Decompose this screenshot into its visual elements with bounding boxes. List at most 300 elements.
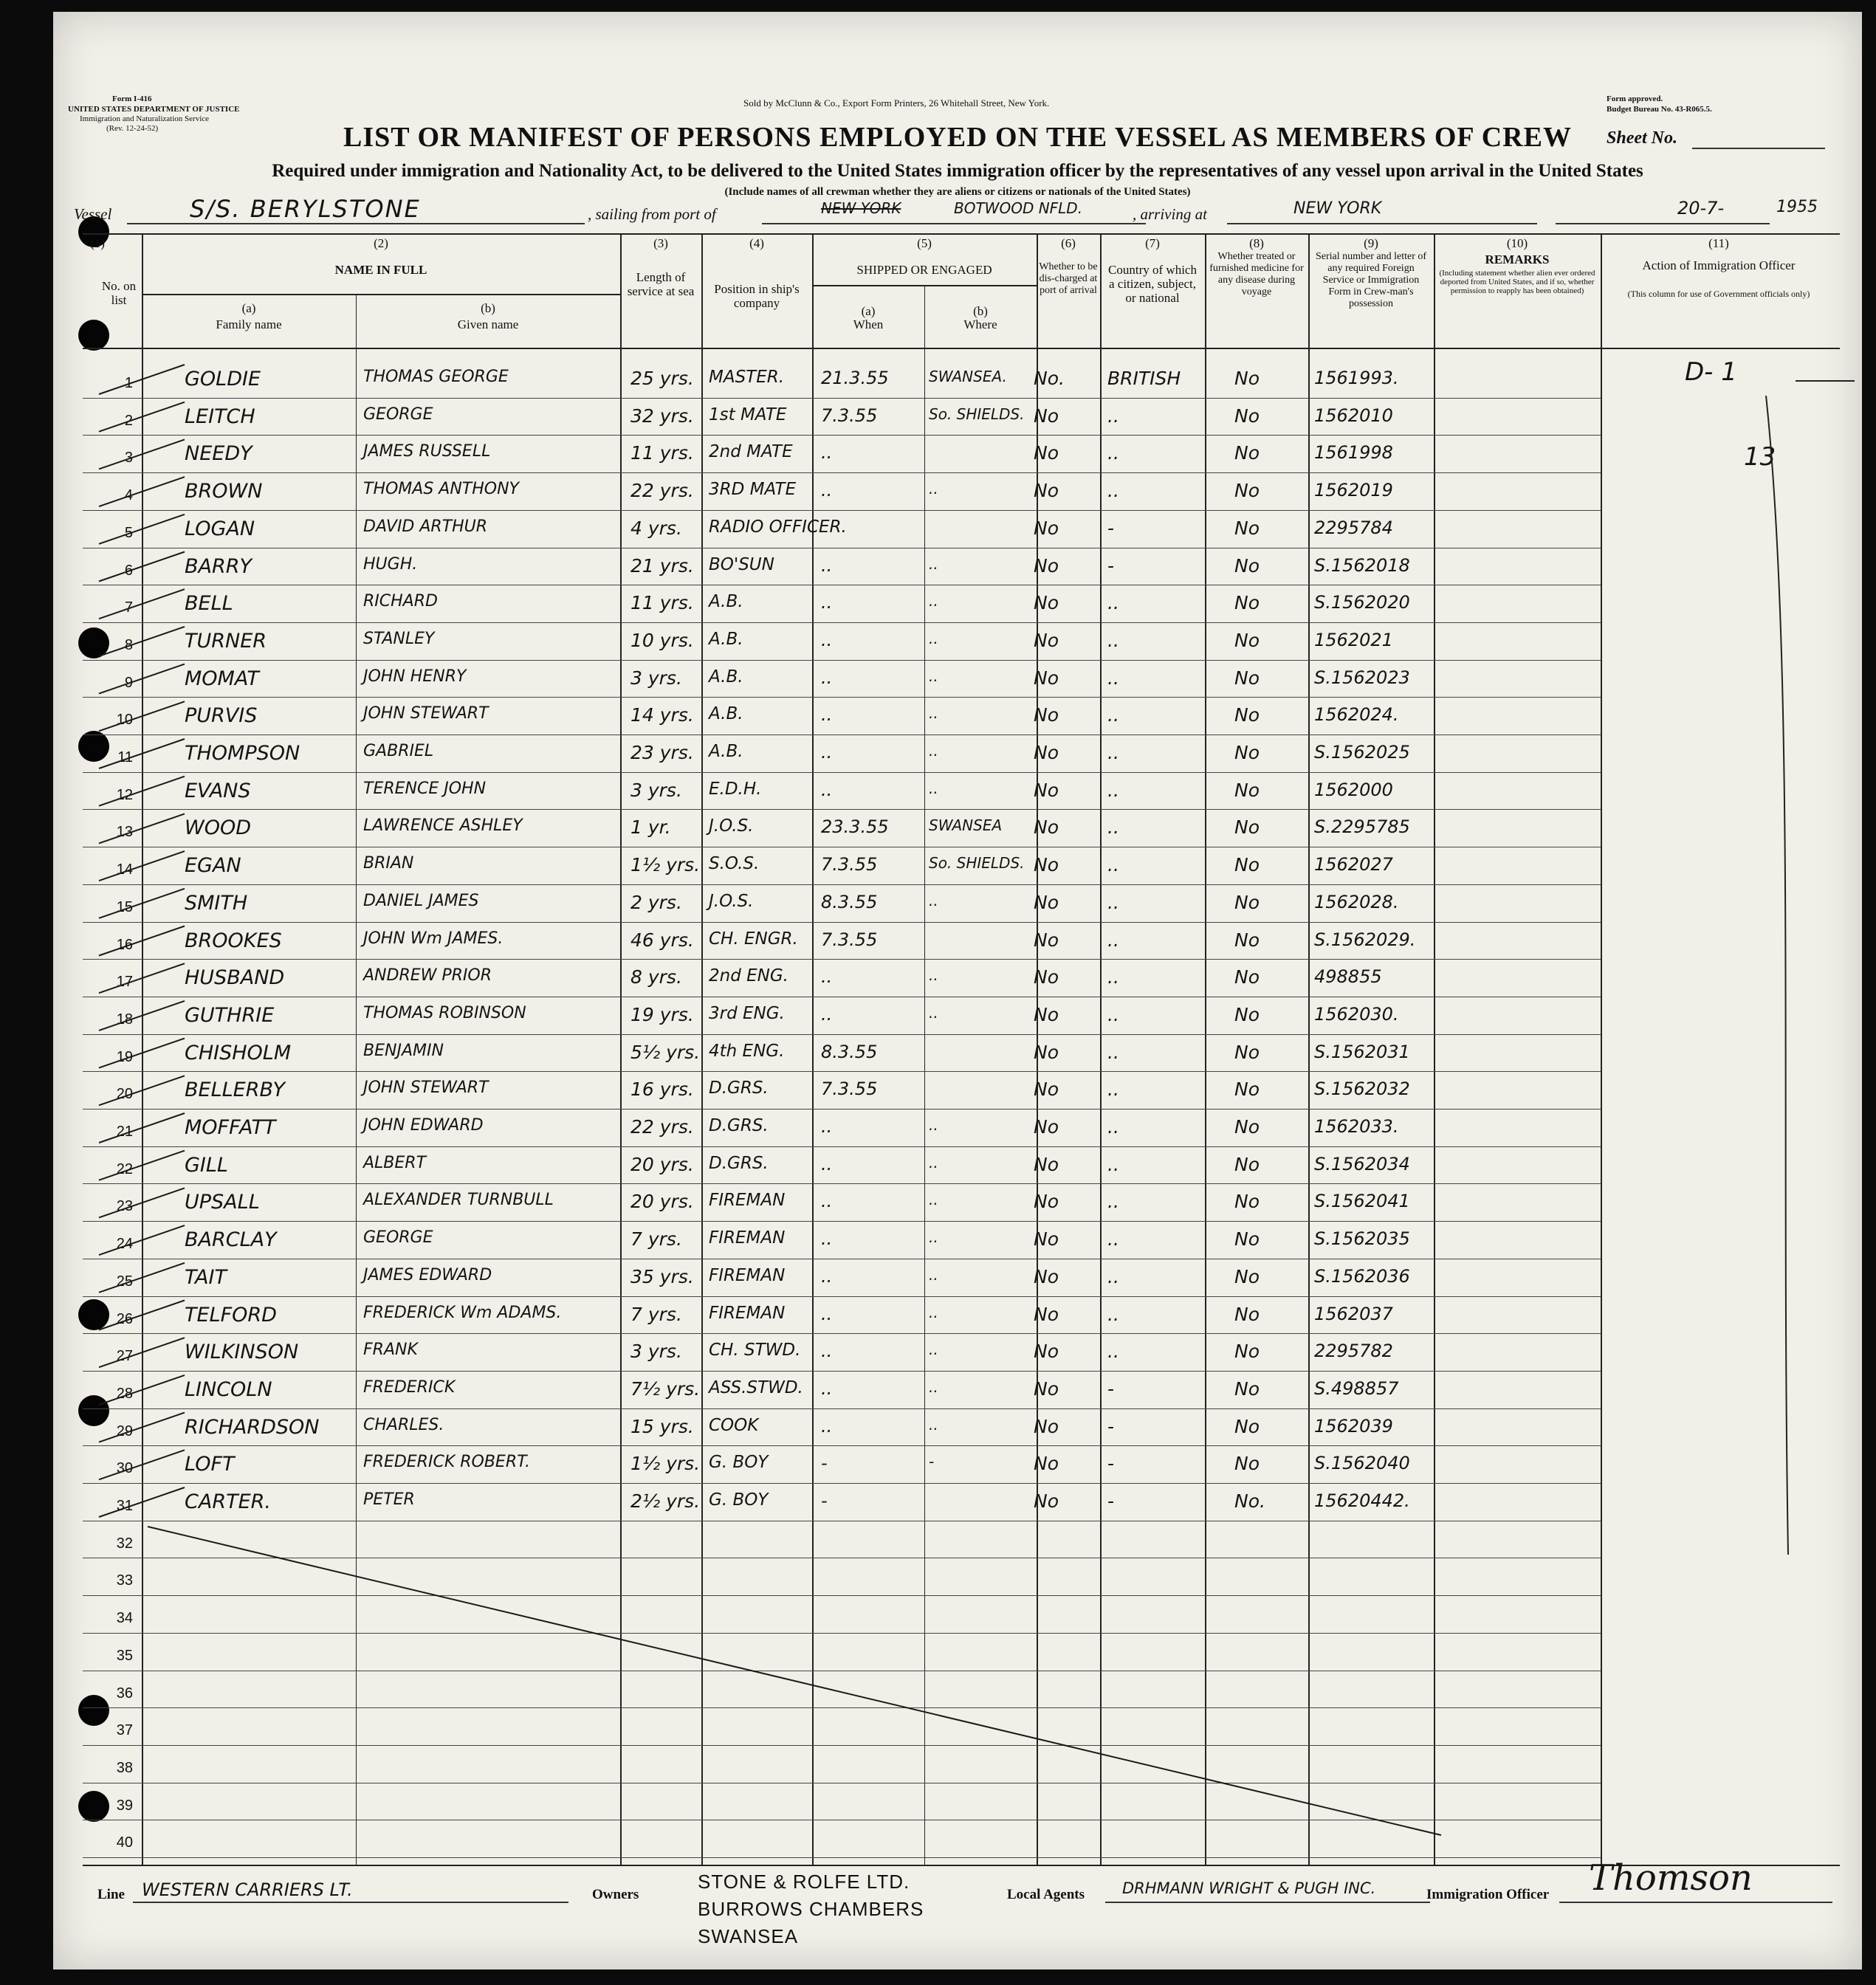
row-rule bbox=[83, 1857, 1601, 1858]
cell-position: BO'SUN bbox=[709, 554, 774, 574]
cell-country: .. bbox=[1107, 1003, 1119, 1025]
cell-country: .. bbox=[1107, 592, 1119, 614]
service: Immigration and Naturalization Service bbox=[80, 114, 210, 123]
col10-header: REMARKS bbox=[1485, 252, 1550, 266]
row-number: 20 bbox=[116, 1086, 133, 1103]
cell-serial: S.1562035 bbox=[1314, 1228, 1410, 1250]
approval-note: Form approved. bbox=[1607, 94, 1663, 103]
cell-country: .. bbox=[1107, 629, 1119, 651]
row-number: 19 bbox=[116, 1048, 133, 1065]
cell-given: BENJAMIN bbox=[363, 1041, 444, 1060]
col5b-header: Where bbox=[963, 317, 997, 331]
cell-family: LEITCH bbox=[185, 405, 255, 428]
col-divider bbox=[812, 233, 814, 1865]
cell-country: .. bbox=[1107, 442, 1119, 464]
cell-position: CH. ENGR. bbox=[709, 929, 798, 949]
officer-signature: Thomson bbox=[1589, 1857, 1753, 1899]
cell-where: .. bbox=[929, 1153, 938, 1172]
cell-when: - bbox=[821, 1490, 828, 1511]
cell-given: CHARLES. bbox=[363, 1415, 444, 1434]
cell-treated: No bbox=[1234, 1078, 1260, 1101]
cell-treated: No bbox=[1234, 779, 1260, 801]
cell-where: .. bbox=[929, 1003, 938, 1022]
cell-when: 7.3.55 bbox=[821, 854, 878, 875]
cell-country: .. bbox=[1107, 1191, 1119, 1213]
cell-position: FIREMAN bbox=[709, 1228, 786, 1248]
cell-position: 2nd MATE bbox=[709, 442, 793, 462]
cell-serial: 1562033. bbox=[1314, 1116, 1399, 1137]
col9-header: Serial number and letter of any required Foreign Service or Immigration Form in Crew-man's possession bbox=[1315, 251, 1427, 309]
row-rule bbox=[83, 1333, 1601, 1334]
cell-family: UPSALL bbox=[185, 1191, 260, 1214]
name-subheader-rule bbox=[142, 294, 620, 295]
cell-treated: No bbox=[1234, 1116, 1260, 1138]
cell-where: .. bbox=[929, 1265, 938, 1284]
row-number: 25 bbox=[116, 1273, 133, 1290]
cell-serial: 1562039 bbox=[1314, 1415, 1393, 1437]
row-number: 9 bbox=[124, 674, 133, 691]
cell-serial: 1562030. bbox=[1314, 1003, 1399, 1025]
punch-hole bbox=[78, 1791, 109, 1822]
cell-service: 11 yrs. bbox=[631, 442, 694, 464]
cell-country: - bbox=[1107, 1453, 1115, 1475]
cell-position: FIREMAN bbox=[709, 1303, 786, 1323]
cell-discharged: No bbox=[1034, 1191, 1059, 1213]
cell-family: CARTER. bbox=[185, 1490, 271, 1513]
col10-subheader: (Including statement whether alien ever ordered deported from United States, and if so, whether permission to reapply has been obtained) bbox=[1439, 269, 1595, 295]
owners-address-2: SWANSEA bbox=[698, 1925, 799, 1947]
cell-country: .. bbox=[1107, 891, 1119, 913]
cell-position: D.GRS. bbox=[709, 1078, 769, 1098]
cell-serial: S.1562036 bbox=[1314, 1265, 1410, 1287]
cell-service: 15 yrs. bbox=[631, 1415, 694, 1437]
cell-family: WILKINSON bbox=[185, 1341, 299, 1364]
cell-service: 7 yrs. bbox=[631, 1228, 682, 1250]
cell-discharged: No bbox=[1034, 854, 1059, 876]
cell-country: - bbox=[1107, 1490, 1115, 1512]
cell-where: So. SHIELDS. bbox=[929, 405, 1025, 423]
cell-treated: No bbox=[1234, 704, 1260, 726]
cell-where: .. bbox=[929, 667, 938, 685]
cell-service: 23 yrs. bbox=[631, 742, 694, 763]
cell-position: J.O.S. bbox=[709, 816, 754, 836]
cell-service: 7½ yrs. bbox=[631, 1377, 701, 1400]
col2a-number: (a) bbox=[241, 301, 256, 315]
cell-service: 5½ yrs. bbox=[631, 1041, 701, 1063]
cell-given: ANDREW PRIOR bbox=[363, 966, 492, 985]
row-number: 36 bbox=[116, 1685, 133, 1702]
cell-discharged: No bbox=[1034, 405, 1059, 427]
cell-service: 25 yrs. bbox=[631, 368, 694, 389]
cell-where: .. bbox=[929, 629, 938, 647]
cell-service: 3 yrs. bbox=[631, 667, 682, 689]
row-number: 39 bbox=[116, 1797, 133, 1814]
cell-when: .. bbox=[821, 1341, 833, 1362]
cell-treated: No bbox=[1234, 742, 1260, 763]
cell-where: SWANSEA bbox=[929, 816, 1003, 835]
cell-discharged: No bbox=[1034, 1303, 1059, 1325]
row-number: 4 bbox=[124, 487, 133, 504]
cell-given: STANLEY bbox=[363, 629, 435, 648]
col-divider bbox=[1434, 233, 1435, 1865]
cell-position: D.GRS. bbox=[709, 1153, 769, 1173]
sailing-field-line bbox=[762, 223, 1146, 224]
form-note: (Include names of all crewman whether they are aliens or citizens or nationals of the United States) bbox=[724, 186, 1191, 198]
cell-serial: 2295784 bbox=[1314, 517, 1393, 538]
cell-family: HUSBAND bbox=[185, 966, 285, 990]
cell-given: ALEXANDER TURNBULL bbox=[363, 1191, 554, 1210]
cell-given: TERENCE JOHN bbox=[363, 779, 487, 798]
cell-service: 1½ yrs. bbox=[631, 1453, 701, 1475]
cell-country: - bbox=[1107, 1377, 1115, 1400]
cell-position: 2nd ENG. bbox=[709, 966, 788, 986]
row-rule bbox=[83, 510, 1601, 511]
col2b-header: Given name bbox=[457, 317, 519, 331]
cell-serial: 2295782 bbox=[1314, 1341, 1393, 1362]
cell-service: 22 yrs. bbox=[631, 1116, 694, 1138]
cell-treated: No bbox=[1234, 1453, 1260, 1475]
cell-discharged: No bbox=[1034, 554, 1059, 577]
cell-position: COOK bbox=[709, 1415, 759, 1435]
immigration-officer-label: Immigration Officer bbox=[1426, 1887, 1550, 1902]
cell-when: .. bbox=[821, 1116, 833, 1137]
cell-service: 3 yrs. bbox=[631, 1341, 682, 1363]
vessel-name: S/S. BERYLSTONE bbox=[190, 195, 421, 223]
cell-treated: No bbox=[1234, 891, 1260, 913]
cell-family: WOOD bbox=[185, 816, 251, 840]
row-rule bbox=[83, 1408, 1601, 1409]
printer-note: Sold by McClunn & Co., Export Form Printers, 26 Whitehall Street, New York. bbox=[743, 97, 1050, 109]
cell-given: DAVID ARTHUR bbox=[363, 517, 488, 536]
cell-family: TAIT bbox=[185, 1265, 227, 1289]
vessel-field-line bbox=[127, 223, 585, 224]
manifest-sheet bbox=[53, 12, 1862, 1969]
cell-position: MASTER. bbox=[709, 368, 785, 387]
cell-where: .. bbox=[929, 1228, 938, 1247]
col11-subheader: (This column for use of Government officials only) bbox=[1627, 289, 1810, 299]
cell-discharged: No bbox=[1034, 629, 1059, 651]
arriving-label: , arriving at bbox=[1133, 205, 1207, 223]
row-rule bbox=[83, 660, 1601, 661]
cell-country: .. bbox=[1107, 480, 1119, 502]
cell-discharged: No bbox=[1034, 966, 1059, 988]
cell-service: 14 yrs. bbox=[631, 704, 694, 726]
col4-header: Position in ship's company bbox=[714, 282, 800, 310]
row-number: 11 bbox=[117, 749, 133, 766]
sailing-port: BOTWOOD NFLD. bbox=[954, 199, 1083, 217]
cell-position: FIREMAN bbox=[709, 1191, 786, 1211]
cell-service: 11 yrs. bbox=[631, 592, 694, 614]
punch-hole bbox=[78, 731, 109, 762]
cell-given: PETER bbox=[363, 1490, 415, 1509]
table-top-rule bbox=[83, 233, 1840, 235]
row-rule bbox=[83, 1221, 1601, 1222]
row-number: 12 bbox=[116, 786, 133, 803]
cell-discharged: No bbox=[1034, 1415, 1059, 1437]
row-rule bbox=[83, 622, 1601, 623]
cell-where: So. SHIELDS. bbox=[929, 854, 1025, 873]
cell-where: .. bbox=[929, 742, 938, 760]
row-rule bbox=[83, 959, 1601, 960]
row-number: 16 bbox=[116, 936, 133, 953]
cell-given: JOHN Wm JAMES. bbox=[363, 929, 504, 948]
cell-country: .. bbox=[1107, 742, 1119, 763]
sailing-port-struck: NEW YORK bbox=[821, 199, 901, 217]
cell-serial: 15620442. bbox=[1314, 1490, 1410, 1511]
cell-serial: 1562019 bbox=[1314, 480, 1393, 501]
cell-when: .. bbox=[821, 442, 833, 464]
cell-discharged: No bbox=[1034, 667, 1059, 689]
col3-number: (3) bbox=[653, 236, 668, 250]
cell-when: .. bbox=[821, 1303, 833, 1324]
col5b-number: (b) bbox=[973, 304, 988, 318]
cell-country: .. bbox=[1107, 1041, 1119, 1063]
cell-given: JOHN STEWART bbox=[363, 1078, 489, 1098]
cell-when: 7.3.55 bbox=[821, 1078, 878, 1100]
cell-serial: 1562037 bbox=[1314, 1303, 1393, 1324]
cell-service: 20 yrs. bbox=[631, 1191, 694, 1213]
row-rule bbox=[83, 1183, 1601, 1184]
col2-header: NAME IN FULL bbox=[334, 263, 427, 277]
row-rule bbox=[83, 697, 1601, 698]
cell-given: HUGH. bbox=[363, 554, 418, 574]
cell-treated: No bbox=[1234, 816, 1260, 839]
cell-position: G. BOY bbox=[709, 1490, 769, 1510]
cell-when: .. bbox=[821, 667, 833, 688]
row-rule bbox=[83, 1707, 1601, 1708]
cell-given: THOMAS ANTHONY bbox=[363, 480, 519, 499]
cell-position: 3RD MATE bbox=[709, 480, 797, 500]
cell-position: 4th ENG. bbox=[709, 1041, 785, 1061]
row-rule bbox=[83, 1745, 1601, 1746]
cell-where: .. bbox=[929, 966, 938, 985]
cell-discharged: No bbox=[1034, 1265, 1059, 1287]
owners-address-1: BURROWS CHAMBERS bbox=[698, 1898, 924, 1920]
punch-hole bbox=[78, 1395, 109, 1426]
cell-country: .. bbox=[1107, 1303, 1119, 1325]
row-number: 18 bbox=[116, 1011, 133, 1028]
col-divider bbox=[142, 233, 143, 1865]
col5a-number: (a) bbox=[861, 304, 876, 318]
cell-position: FIREMAN bbox=[709, 1265, 786, 1285]
cell-treated: No bbox=[1234, 667, 1260, 689]
cell-country: .. bbox=[1107, 779, 1119, 801]
cell-position: CH. STWD. bbox=[709, 1341, 801, 1360]
cell-family: TURNER bbox=[185, 629, 267, 653]
cell-when: 8.3.55 bbox=[821, 891, 878, 912]
cell-serial: S.1562018 bbox=[1314, 554, 1410, 576]
vessel-label: Vessel bbox=[74, 205, 112, 223]
owners-name: STONE & ROLFE LTD. bbox=[698, 1871, 910, 1893]
cell-service: 8 yrs. bbox=[631, 966, 682, 988]
cell-when: .. bbox=[821, 1228, 833, 1250]
cell-country: - bbox=[1107, 1415, 1115, 1437]
cell-given: ALBERT bbox=[363, 1153, 427, 1172]
cell-given: FRANK bbox=[363, 1341, 418, 1360]
cell-serial: 498855 bbox=[1314, 966, 1382, 988]
cell-family: EVANS bbox=[185, 779, 251, 802]
cell-family: BROWN bbox=[185, 480, 263, 503]
cell-when: .. bbox=[821, 966, 833, 988]
cell-treated: No bbox=[1234, 554, 1260, 577]
col9-number: (9) bbox=[1364, 236, 1378, 250]
col-divider bbox=[1601, 233, 1602, 1865]
cell-discharged: No bbox=[1034, 742, 1059, 763]
cell-where: .. bbox=[929, 1116, 938, 1134]
cell-service: 3 yrs. bbox=[631, 779, 682, 801]
row-rule bbox=[83, 1633, 1601, 1634]
cell-service: 1 yr. bbox=[631, 816, 671, 839]
row-rule bbox=[83, 1109, 1601, 1110]
cell-discharged: No bbox=[1034, 704, 1059, 726]
cell-family: EGAN bbox=[185, 854, 241, 878]
row-number: 29 bbox=[116, 1422, 133, 1439]
cell-discharged: No bbox=[1034, 1116, 1059, 1138]
cell-treated: No bbox=[1234, 1303, 1260, 1325]
cell-service: 19 yrs. bbox=[631, 1003, 694, 1025]
row-number: 34 bbox=[116, 1610, 133, 1627]
cell-when: .. bbox=[821, 1153, 833, 1174]
cell-when: .. bbox=[821, 480, 833, 501]
cell-when: 21.3.55 bbox=[821, 368, 889, 388]
form-title: LIST OR MANIFEST OF PERSONS EMPLOYED ON THE VESSEL AS MEMBERS OF CREW bbox=[343, 122, 1572, 153]
cell-discharged: No bbox=[1034, 891, 1059, 913]
punch-hole bbox=[78, 627, 109, 658]
form-number: Form I-416 bbox=[112, 94, 152, 103]
form-subtitle: Required under immigration and Nationality Act, to be delivered to the United States immigration officer by the representatives of any vessel upon arrival in the United States bbox=[272, 161, 1643, 181]
cell-discharged: No bbox=[1034, 1153, 1059, 1175]
sheet-number-label: Sheet No. bbox=[1607, 128, 1677, 148]
row-number: 8 bbox=[124, 636, 133, 653]
row-number: 40 bbox=[116, 1834, 133, 1851]
row-number: 3 bbox=[124, 450, 133, 467]
row-rule bbox=[83, 1296, 1601, 1297]
row-number: 35 bbox=[116, 1647, 133, 1664]
date-field-line bbox=[1556, 223, 1770, 224]
cell-service: 2 yrs. bbox=[631, 891, 682, 913]
col-divider bbox=[620, 233, 622, 1865]
row-number: 1 bbox=[124, 375, 133, 391]
cell-country: .. bbox=[1107, 816, 1119, 839]
line-value: WESTERN CARRIERS LT. bbox=[142, 1879, 353, 1900]
cell-treated: No bbox=[1234, 480, 1260, 502]
cell-country: .. bbox=[1107, 405, 1119, 427]
arrival-year: 1955 bbox=[1776, 198, 1818, 216]
col-divider bbox=[356, 294, 357, 1865]
cell-country: .. bbox=[1107, 1265, 1119, 1287]
cell-country: .. bbox=[1107, 854, 1119, 876]
cell-given: GEORGE bbox=[363, 1228, 433, 1248]
cell-country: .. bbox=[1107, 667, 1119, 689]
cell-family: LOGAN bbox=[185, 517, 255, 540]
row-rule bbox=[83, 1445, 1601, 1446]
cell-given: BRIAN bbox=[363, 854, 414, 873]
col7-number: (7) bbox=[1145, 236, 1160, 250]
cell-given: THOMAS GEORGE bbox=[363, 368, 509, 386]
cell-serial: S.1562025 bbox=[1314, 742, 1410, 763]
cell-family: MOMAT bbox=[185, 667, 259, 690]
cell-where: .. bbox=[929, 1415, 938, 1434]
cell-discharged: No. bbox=[1034, 368, 1065, 389]
row-number: 31 bbox=[116, 1498, 133, 1514]
cell-where: .. bbox=[929, 592, 938, 610]
cell-where: .. bbox=[929, 1341, 938, 1359]
cell-service: 16 yrs. bbox=[631, 1078, 694, 1101]
row-rule bbox=[83, 1034, 1601, 1035]
cell-serial: 1562000 bbox=[1314, 779, 1393, 800]
row-rule bbox=[83, 1483, 1601, 1484]
revision: (Rev. 12-24-52) bbox=[106, 124, 159, 133]
row-rule bbox=[83, 809, 1601, 810]
row-number: 13 bbox=[116, 824, 133, 841]
row-number: 38 bbox=[116, 1759, 133, 1776]
col2-number: (2) bbox=[374, 236, 388, 250]
cell-treated: No bbox=[1234, 854, 1260, 876]
cell-treated: No bbox=[1234, 517, 1260, 539]
cell-family: PURVIS bbox=[185, 704, 258, 728]
row-number: 27 bbox=[116, 1348, 133, 1365]
cell-family: LOFT bbox=[185, 1453, 235, 1476]
cell-given: LAWRENCE ASHLEY bbox=[363, 816, 523, 836]
cell-position: A.B. bbox=[709, 742, 743, 761]
cell-treated: No bbox=[1234, 1415, 1260, 1437]
officer-field-line bbox=[1559, 1902, 1832, 1903]
cell-treated: No bbox=[1234, 368, 1260, 389]
row-number: 32 bbox=[116, 1535, 133, 1552]
row-number: 14 bbox=[116, 861, 133, 878]
col2a-header: Family name bbox=[216, 317, 282, 331]
cell-service: 21 yrs. bbox=[631, 554, 694, 577]
row-number: 10 bbox=[116, 712, 133, 729]
cell-when: .. bbox=[821, 742, 833, 763]
row-number: 33 bbox=[116, 1572, 133, 1589]
row-number: 17 bbox=[116, 974, 133, 991]
cell-serial: S.1562020 bbox=[1314, 592, 1410, 613]
cell-family: TELFORD bbox=[185, 1303, 277, 1327]
cell-action: 13 bbox=[1744, 442, 1776, 472]
cell-where: .. bbox=[929, 1303, 938, 1321]
cell-serial: S.1562040 bbox=[1314, 1453, 1410, 1474]
cell-position: A.B. bbox=[709, 667, 743, 687]
row-rule bbox=[83, 1146, 1601, 1147]
cell-family: BARCLAY bbox=[185, 1228, 277, 1252]
cell-given: JOHN HENRY bbox=[363, 667, 467, 686]
row-number: 5 bbox=[124, 524, 133, 541]
cell-when: .. bbox=[821, 1377, 833, 1399]
cell-country: .. bbox=[1107, 1153, 1119, 1175]
cell-discharged: No bbox=[1034, 1078, 1059, 1101]
row-rule bbox=[83, 884, 1601, 885]
cell-discharged: No bbox=[1034, 480, 1059, 502]
cell-discharged: No bbox=[1034, 592, 1059, 614]
cell-when: 8.3.55 bbox=[821, 1041, 878, 1062]
row-rule bbox=[83, 1595, 1601, 1596]
cell-treated: No bbox=[1234, 1341, 1260, 1363]
cell-serial: 1561993. bbox=[1314, 368, 1399, 388]
col2b-number: (b) bbox=[481, 301, 495, 315]
cell-country: .. bbox=[1107, 1341, 1119, 1363]
cell-position: RADIO OFFICER. bbox=[709, 517, 847, 537]
cell-discharged: No bbox=[1034, 1003, 1059, 1025]
cell-when: .. bbox=[821, 592, 833, 613]
arriving-port: NEW YORK bbox=[1293, 199, 1382, 218]
cell-serial: 1562027 bbox=[1314, 854, 1393, 875]
cell-service: 32 yrs. bbox=[631, 405, 694, 427]
cell-treated: No bbox=[1234, 966, 1260, 988]
cell-family: BARRY bbox=[185, 554, 252, 578]
cell-country: .. bbox=[1107, 1116, 1119, 1138]
col1-number: (1) bbox=[90, 236, 105, 250]
